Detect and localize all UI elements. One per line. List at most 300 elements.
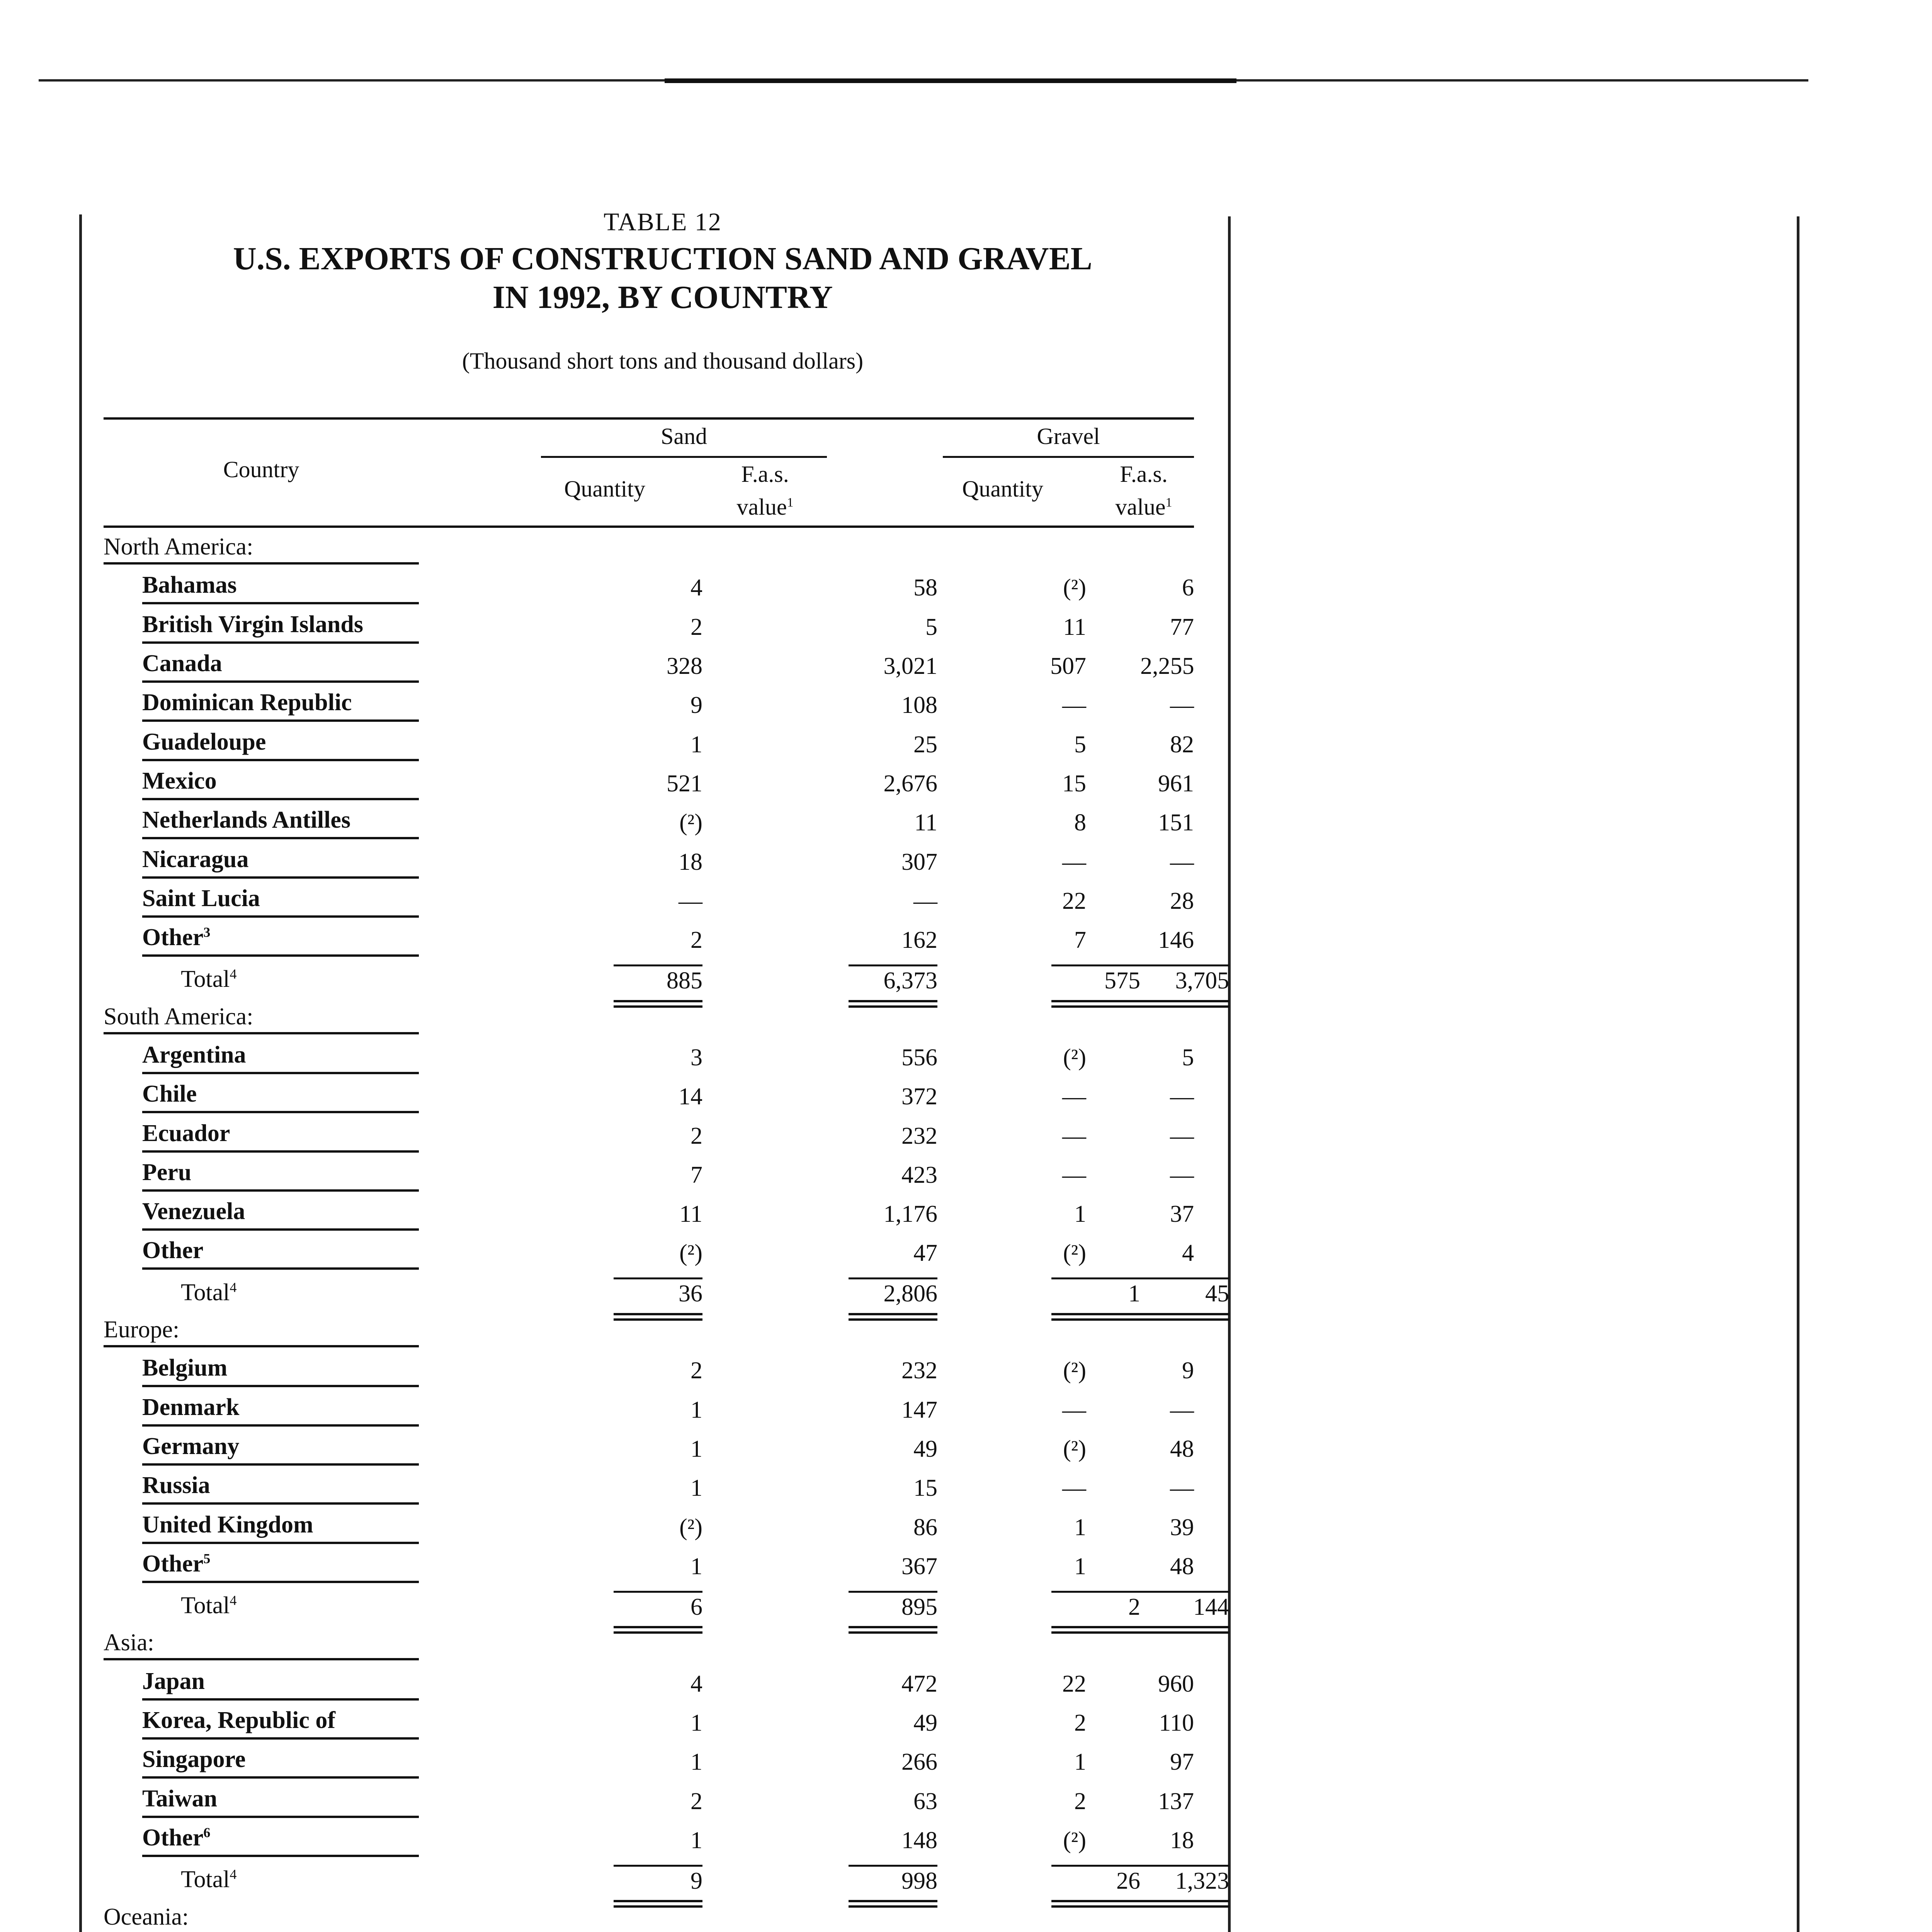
sand-quantity-cell <box>419 1704 736 1743</box>
table-row <box>104 842 1194 881</box>
country-name <box>142 1472 419 1505</box>
sand-quantity: 4 <box>690 575 702 601</box>
sand-quantity-cell <box>419 1391 736 1430</box>
gravel-quantity: 22 <box>1062 888 1086 914</box>
gravel-value: 45 <box>1140 1277 1229 1308</box>
gravel-value-cell <box>1140 1234 1194 1273</box>
gravel-value-cell <box>1140 1547 1194 1586</box>
country-label <box>104 1391 419 1430</box>
empty-cell <box>1140 529 1194 568</box>
total-name <box>181 1866 237 1893</box>
gravel-value: 48 <box>1170 1553 1194 1580</box>
sand-value: 372 <box>901 1083 937 1110</box>
country-label <box>104 1782 419 1821</box>
label-text: British Virgin Islands <box>142 611 363 638</box>
sand-value: 232 <box>901 1357 937 1384</box>
double-rule <box>1051 1626 1140 1634</box>
sand-value-cell <box>736 1077 937 1116</box>
gravel-quantity: 26 <box>1051 1865 1140 1895</box>
sand-quantity: (²) <box>679 1514 702 1541</box>
sand-quantity: 3 <box>690 1044 702 1071</box>
country-name <box>142 1080 419 1113</box>
sand-value-cell <box>736 1234 937 1273</box>
region-name: South America: <box>104 1003 419 1034</box>
gravel-value-cell <box>1140 1038 1194 1077</box>
sand-value-cell <box>736 1821 937 1860</box>
gravel-quantity-cell <box>937 1391 1140 1430</box>
gravel-value: — <box>1170 1396 1194 1423</box>
gravel-value: 28 <box>1170 888 1194 914</box>
sand-value-cell <box>736 608 937 647</box>
sand-value-cell <box>736 803 937 842</box>
sand-quantity: 1 <box>690 1827 702 1854</box>
gravel-quantity: 2 <box>1074 1788 1086 1815</box>
double-rule <box>1140 1000 1229 1008</box>
sand-quantity: 2 <box>690 1788 702 1815</box>
left-column-rule <box>79 214 82 1932</box>
label-text: Total <box>181 966 230 993</box>
gravel-value-cell <box>1140 842 1194 881</box>
sand-value-cell <box>736 1351 937 1390</box>
country-name <box>142 1237 419 1270</box>
sand-value-cell <box>736 1782 937 1821</box>
label-text: Saint Lucia <box>142 885 260 912</box>
country-name <box>142 1707 419 1740</box>
sand-value: 232 <box>901 1122 937 1149</box>
label-text: Netherlands Antilles <box>142 807 351 833</box>
country-label <box>104 1743 419 1782</box>
sand-value: 25 <box>913 731 937 758</box>
sand-quantity: 885 <box>614 964 702 995</box>
country-label <box>104 1665 419 1704</box>
sand-quantity-cell <box>419 1547 736 1586</box>
right-column-rule <box>1797 216 1799 1932</box>
country-label <box>104 1821 419 1860</box>
gravel-quantity: 1 <box>1051 1277 1140 1308</box>
country-label <box>104 1156 419 1195</box>
country-label <box>104 1430 419 1469</box>
country-name <box>142 924 419 957</box>
gravel-quantity-cell <box>937 1430 1140 1469</box>
header-gravel-quantity: Quantity <box>962 476 1043 502</box>
label-text: Dominican Republic <box>142 689 352 716</box>
gravel-value: 5 <box>1182 1044 1194 1071</box>
country-name <box>142 1785 419 1818</box>
table-row <box>104 1351 1194 1390</box>
country-name <box>142 885 419 918</box>
header-gravel-fas-top: F.a.s. <box>1120 461 1168 487</box>
label-text: Chile <box>142 1081 197 1107</box>
table-row <box>104 1195 1194 1234</box>
sand-value-cell <box>736 1195 937 1234</box>
gravel-quantity: 1 <box>1074 1749 1086 1776</box>
region-name: Europe: <box>104 1316 419 1347</box>
sand-quantity-cell <box>419 764 736 803</box>
country-name <box>142 728 419 761</box>
gravel-value: 146 <box>1158 927 1194 954</box>
gravel-quantity: 1 <box>1074 1553 1086 1580</box>
label-text: Argentina <box>142 1042 246 1068</box>
top-rule-thick <box>665 78 1236 83</box>
gravel-quantity-cell <box>937 1821 1140 1860</box>
gravel-quantity-cell <box>937 1508 1140 1547</box>
country-name <box>142 1746 419 1779</box>
header-sand-fas-bottom: value$^1$ <box>736 494 794 520</box>
gravel-value-cell <box>1140 803 1194 842</box>
gravel-quantity: 1 <box>1074 1514 1086 1541</box>
country-label <box>104 1038 419 1077</box>
table-row <box>104 1116 1194 1155</box>
gravel-value: 2,255 <box>1140 653 1194 680</box>
gravel-quantity: 1 <box>1074 1201 1086 1228</box>
gravel-value-cell <box>1140 960 1229 999</box>
gravel-value: — <box>1170 692 1194 719</box>
double-rule <box>1051 1000 1140 1008</box>
table-row <box>104 1782 1194 1821</box>
gravel-quantity-cell <box>937 1782 1140 1821</box>
sand-value: 47 <box>913 1240 937 1267</box>
sand-value: 5 <box>925 614 937 640</box>
gravel-value-cell <box>1140 1704 1194 1743</box>
total-name <box>181 1279 237 1306</box>
sand-value: 266 <box>901 1749 937 1776</box>
sand-value-cell <box>736 921 937 960</box>
sand-quantity-cell <box>419 842 736 881</box>
gravel-value: 3,705 <box>1140 964 1229 995</box>
sand-quantity-cell <box>419 568 736 607</box>
footnote-marker: 1 <box>787 495 794 510</box>
sand-quantity: 7 <box>690 1162 702 1188</box>
sand-value: 2,806 <box>849 1277 937 1308</box>
gravel-value: 144 <box>1140 1591 1229 1621</box>
gravel-value: 18 <box>1170 1827 1194 1854</box>
gravel-quantity: (²) <box>1063 1435 1086 1462</box>
table-row <box>104 764 1194 803</box>
sand-value-cell <box>736 764 937 803</box>
gravel-quantity-cell <box>937 1586 1140 1625</box>
sand-quantity-cell <box>419 1508 736 1547</box>
sand-quantity-cell <box>419 803 736 842</box>
country-label <box>104 1469 419 1508</box>
sand-value: 86 <box>913 1514 937 1541</box>
header-sand-fas-value <box>703 460 827 521</box>
gravel-value-cell <box>1140 1821 1194 1860</box>
gravel-value-cell <box>1140 921 1194 960</box>
country-label <box>104 921 419 960</box>
label-text: Guadeloupe <box>142 728 266 755</box>
sand-quantity: 18 <box>679 849 702 875</box>
table-row <box>104 1430 1194 1469</box>
label-text: Other <box>142 1824 204 1851</box>
sand-quantity-cell <box>419 686 736 725</box>
sand-quantity: 2 <box>690 1122 702 1149</box>
label-text: Korea, Republic of <box>142 1707 335 1734</box>
label-text: Denmark <box>142 1394 240 1420</box>
gravel-value: 961 <box>1158 770 1194 797</box>
region-label <box>104 1625 419 1664</box>
sand-quantity-cell <box>419 1586 736 1625</box>
country-name <box>142 571 419 604</box>
label-text: Total <box>181 1592 230 1619</box>
gravel-quantity: 5 <box>1074 731 1086 758</box>
double-rule <box>614 1313 702 1321</box>
gravel-quantity-cell <box>937 1860 1140 1899</box>
total-row <box>104 960 1194 999</box>
country-name <box>142 806 419 839</box>
gravel-quantity-cell <box>937 725 1140 764</box>
gravel-value-cell <box>1140 568 1194 607</box>
sand-quantity: 9 <box>690 692 702 719</box>
gravel-value: 39 <box>1170 1514 1194 1541</box>
sand-quantity: 1 <box>690 1749 702 1776</box>
header-bottom-rule <box>104 526 1194 528</box>
gravel-value-cell <box>1140 686 1194 725</box>
gravel-quantity-cell <box>937 1351 1140 1390</box>
sand-span-rule <box>541 456 827 458</box>
sand-quantity: 9 <box>614 1865 702 1895</box>
sand-quantity: 1 <box>690 1710 702 1736</box>
country-label <box>104 1195 419 1234</box>
gravel-quantity-cell <box>937 1038 1140 1077</box>
country-name <box>142 1120 419 1153</box>
label-text: Venezuela <box>142 1198 245 1225</box>
gravel-quantity-cell <box>937 1116 1140 1155</box>
sand-quantity: 521 <box>667 770 702 797</box>
gravel-value: — <box>1170 1475 1194 1502</box>
label-text: Japan <box>142 1668 205 1694</box>
sand-quantity-cell <box>419 608 736 647</box>
sand-quantity-cell <box>419 921 736 960</box>
gravel-value-cell <box>1140 725 1194 764</box>
table-row <box>104 608 1194 647</box>
region-label <box>104 999 419 1038</box>
sand-value-cell <box>736 1391 937 1430</box>
sand-value: 49 <box>913 1710 937 1736</box>
gravel-quantity: 7 <box>1074 927 1086 954</box>
gravel-value: 1,323 <box>1140 1865 1229 1895</box>
sand-value-cell <box>736 1156 937 1195</box>
gravel-value: 48 <box>1170 1435 1194 1462</box>
footnote-marker: 1 <box>1165 495 1172 510</box>
double-rule <box>614 1626 702 1634</box>
gravel-value-cell <box>1140 1782 1194 1821</box>
country-label <box>104 764 419 803</box>
sand-quantity: 1 <box>690 1435 702 1462</box>
table-row <box>104 921 1194 960</box>
footnote-marker: 5 <box>203 1551 211 1566</box>
header-sand-quantity: Quantity <box>564 476 645 502</box>
sand-quantity: 1 <box>690 731 702 758</box>
region-row <box>104 529 1194 568</box>
country-name <box>142 689 419 722</box>
sand-value-cell <box>736 1273 937 1312</box>
footnote-marker: 4 <box>230 1866 237 1882</box>
label-text: Other <box>142 924 204 951</box>
sand-quantity-cell <box>419 1469 736 1508</box>
double-rule <box>849 1900 937 1908</box>
sand-quantity: 2 <box>690 927 702 954</box>
country-name <box>142 767 419 800</box>
label-text: Germany <box>142 1433 240 1459</box>
sand-value: 108 <box>901 692 937 719</box>
double-rule <box>614 1000 702 1008</box>
label-text: Other <box>142 1237 204 1264</box>
region-name: Asia: <box>104 1629 419 1660</box>
total-row <box>104 1273 1194 1312</box>
sand-quantity-cell <box>419 1860 736 1899</box>
gravel-value-cell <box>1140 647 1194 686</box>
gravel-quantity-cell <box>937 1195 1140 1234</box>
sand-value-cell <box>736 1743 937 1782</box>
country-label <box>104 1508 419 1547</box>
sand-value: 148 <box>901 1827 937 1854</box>
gravel-value-cell <box>1140 1860 1229 1899</box>
sand-quantity-cell <box>419 960 736 999</box>
table-subtitle: (Thousand short tons and thousand dollars) <box>462 348 864 374</box>
double-rule <box>849 1626 937 1634</box>
country-name <box>142 650 419 683</box>
gravel-value: — <box>1170 1122 1194 1149</box>
sand-quantity-cell <box>419 1234 736 1273</box>
gravel-quantity-cell <box>937 1665 1140 1704</box>
empty-cell <box>736 529 937 568</box>
sand-quantity: 328 <box>667 653 702 680</box>
sand-quantity-cell <box>419 1156 736 1195</box>
exports-table <box>104 529 1229 1932</box>
exports-table-body <box>104 529 1229 1932</box>
sand-quantity: 14 <box>679 1083 702 1110</box>
gravel-value: — <box>1170 849 1194 875</box>
gravel-quantity: (²) <box>1063 1044 1086 1071</box>
gravel-quantity: 15 <box>1062 770 1086 797</box>
gravel-quantity: (²) <box>1063 1240 1086 1267</box>
sand-value: 307 <box>901 849 937 875</box>
country-label <box>104 1704 419 1743</box>
sand-quantity: 2 <box>690 1357 702 1384</box>
country-label <box>104 686 419 725</box>
country-label <box>104 882 419 921</box>
gravel-value-cell <box>1140 1743 1194 1782</box>
sand-quantity-cell <box>419 1821 736 1860</box>
gravel-quantity: (²) <box>1063 575 1086 601</box>
gravel-value-cell <box>1140 1273 1229 1312</box>
country-label <box>104 1547 419 1586</box>
country-name <box>142 611 419 644</box>
gravel-quantity: — <box>1062 1162 1086 1188</box>
table-number: TABLE 12 <box>604 208 722 236</box>
gravel-value: 110 <box>1159 1710 1194 1736</box>
gravel-value-cell <box>1140 1430 1194 1469</box>
table-row <box>104 1234 1194 1273</box>
table-row <box>104 1469 1194 1508</box>
footnote-marker: 6 <box>203 1825 211 1840</box>
country-name <box>142 1433 419 1466</box>
gravel-quantity: (²) <box>1063 1827 1086 1854</box>
sand-quantity: 1 <box>690 1396 702 1423</box>
label-text: Other <box>142 1550 204 1577</box>
gravel-quantity: — <box>1062 849 1086 875</box>
gravel-value-cell <box>1140 1586 1229 1625</box>
gravel-value-cell <box>1140 1391 1194 1430</box>
country-label <box>104 1351 419 1390</box>
country-label <box>104 1077 419 1116</box>
sand-quantity-cell <box>419 647 736 686</box>
sand-value: 423 <box>901 1162 937 1188</box>
gravel-quantity: 2 <box>1051 1591 1140 1621</box>
country-label <box>104 1234 419 1273</box>
country-label <box>104 725 419 764</box>
sand-value: 367 <box>901 1553 937 1580</box>
table-row <box>104 1743 1194 1782</box>
label-text: Singapore <box>142 1746 246 1773</box>
header-country: Country <box>223 457 299 482</box>
country-label <box>104 608 419 647</box>
gravel-quantity-cell <box>937 1234 1140 1273</box>
country-name <box>142 1198 419 1231</box>
country-name <box>142 1041 419 1074</box>
table-row <box>104 1508 1194 1547</box>
gravel-quantity-cell <box>937 647 1140 686</box>
sand-quantity: 1 <box>690 1475 702 1502</box>
region-name: Oceania: <box>104 1903 419 1932</box>
label-text: Bahamas <box>142 572 237 599</box>
sand-value: 472 <box>901 1670 937 1697</box>
header-top-rule <box>104 417 1194 420</box>
gravel-quantity-cell <box>937 1704 1140 1743</box>
gravel-value: 82 <box>1170 731 1194 758</box>
label-text: Total <box>181 1279 230 1306</box>
double-rule <box>614 1900 702 1908</box>
country-label <box>104 647 419 686</box>
region-label <box>104 1899 419 1932</box>
total-label <box>104 960 419 999</box>
gravel-quantity-cell <box>937 1743 1140 1782</box>
gravel-quantity-cell <box>937 608 1140 647</box>
sand-value: 162 <box>901 927 937 954</box>
sand-value: 3,021 <box>883 653 937 680</box>
sand-value-cell <box>736 1860 937 1899</box>
country-name <box>142 1354 419 1387</box>
label-text: Belgium <box>142 1355 228 1381</box>
sand-quantity: (²) <box>679 1240 702 1267</box>
country-name <box>142 1394 419 1427</box>
table-row <box>104 1821 1194 1860</box>
sand-value-cell <box>736 1547 937 1586</box>
sand-value: 11 <box>914 810 937 836</box>
gravel-quantity-cell <box>937 882 1140 921</box>
table-row <box>104 1038 1194 1077</box>
gravel-value: 77 <box>1170 614 1194 640</box>
sand-quantity-cell <box>419 1077 736 1116</box>
gravel-quantity: 2 <box>1074 1710 1086 1736</box>
sand-value-cell <box>736 1469 937 1508</box>
header-gravel-fas-value <box>1094 460 1194 521</box>
sand-value: 58 <box>913 575 937 601</box>
double-rule <box>1140 1313 1229 1321</box>
gravel-quantity: — <box>1062 1122 1086 1149</box>
sand-value: 15 <box>913 1475 937 1502</box>
gravel-value-cell <box>1140 1116 1194 1155</box>
sand-value-cell <box>736 842 937 881</box>
sand-value: 147 <box>901 1396 937 1423</box>
table-row <box>104 882 1194 921</box>
footnote-marker: 4 <box>230 1592 237 1608</box>
total-row <box>104 1586 1194 1625</box>
gravel-value-cell <box>1140 764 1194 803</box>
label-text: Taiwan <box>142 1785 218 1812</box>
gravel-quantity-cell <box>937 686 1140 725</box>
gravel-value: 97 <box>1170 1749 1194 1776</box>
